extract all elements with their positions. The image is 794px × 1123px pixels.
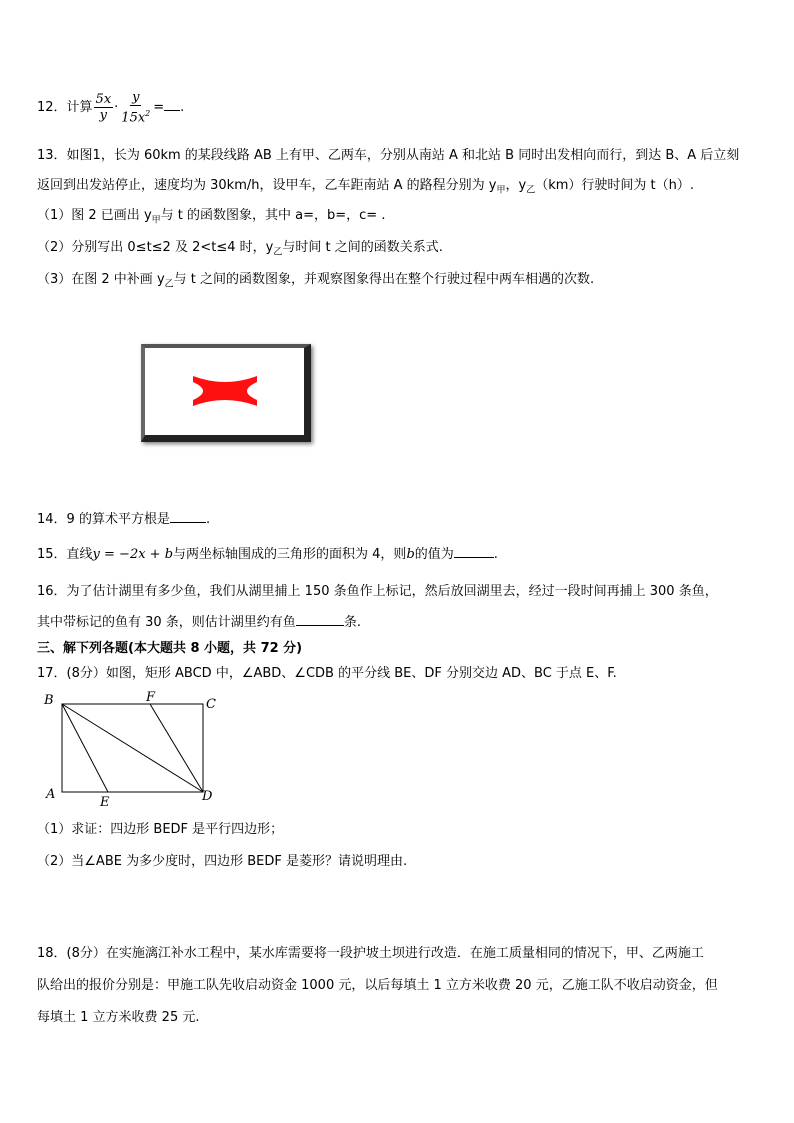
answer-blank [296, 613, 344, 626]
question-17-sub-1: （1）求证：四边形 BEDF 是平行四边形； [37, 822, 284, 837]
section-heading: 三、解下列各题(本大题共 8 小题，共 72 分) [37, 641, 303, 656]
rectangle-abcd-figure [40, 688, 230, 812]
question-16-line-1: 16．为了估计湖里有多少鱼，我们从湖里捕上 150 条鱼作上标记，然后放回湖里去，经过一段时间再捕上 300 条鱼， [37, 584, 718, 599]
question-15: 15．直线y = −2x + b与两坐标轴围成的三角形的面积为 4，则b的值为 . [37, 547, 498, 562]
question-13-sub-2: （2）分别写出 0≤t≤2 及 2<t≤4 时，$y_乙$与时间 t 之间的函数关系式. [37, 240, 443, 258]
broken-image-placeholder [141, 344, 311, 442]
label-d: D [202, 789, 213, 804]
answer-blank [164, 98, 180, 111]
question-14: 14．9 的算术平方根是 . [37, 512, 211, 527]
red-x-icon [189, 372, 261, 410]
question-17: 17．(8分）如图，矩形 ABCD 中，∠ABD、∠CDB 的平分线 BE、DF 分别交边 AD、BC 于点 E、F. [37, 666, 617, 681]
label-f: F [146, 690, 156, 705]
fraction-y-over-15x2: $\frac{y}{15x^2}$ [121, 90, 151, 126]
question-13-sub-1: （1）图 2 已画出 $y_甲$与 t 的函数图象，其中 a=，b=，c= . [37, 208, 386, 226]
question-18-line-3: 每填土 1 立方米收费 25 元. [37, 1010, 200, 1025]
question-16-line-2: 其中带标记的鱼有 30 条，则估计湖里约有鱼 条. [37, 615, 361, 630]
label-b: B [44, 693, 54, 708]
answer-blank [170, 510, 206, 523]
label-e: E [100, 795, 110, 810]
question-18-line-1: 18．(8分）在实施漓江补水工程中，某水库需要将一段护坡土坝进行改造．在施工质量相同的情况下，甲、乙两施工 [37, 946, 704, 961]
question-12: 12．计算 $\frac{5x}{y}$ · $\frac{y}{15x^2}$ = . [37, 90, 185, 126]
answer-blank [454, 545, 494, 558]
question-13-line-2: 返回到出发站停止，速度均为 30km/h，设甲车，乙车距南站 A 的路程分别为 $y_甲$，$y_乙(km)$行驶时间为 t（h）. [37, 178, 695, 196]
label-c: C [206, 697, 216, 712]
question-17-sub-2: （2）当∠ABE 为多少度时，四边形 BEDF 是菱形？请说明理由. [37, 854, 408, 869]
label-a: A [46, 787, 56, 802]
question-13-line-1: 13．如图1，长为 60km 的某段线路 AB 上有甲、乙两车，分别从南站 A 和北站 B 同时出发相向而行，到达 B、A 后立刻 [37, 148, 740, 163]
question-18-line-2: 队给出的报价分别是：甲施工队先收启动资金 1000 元，以后每填土 1 立方米收费 20 元，乙施工队不收启动资金，但 [37, 978, 718, 993]
fraction-5x-over-y: $\frac{5x}{y}$ [95, 92, 112, 124]
question-13-sub-3: （3）在图 2 中补画 $y_乙$与 t 之间的函数图象，并观察图象得出在整个行驶过程中两车相遇的次数. [37, 272, 595, 290]
